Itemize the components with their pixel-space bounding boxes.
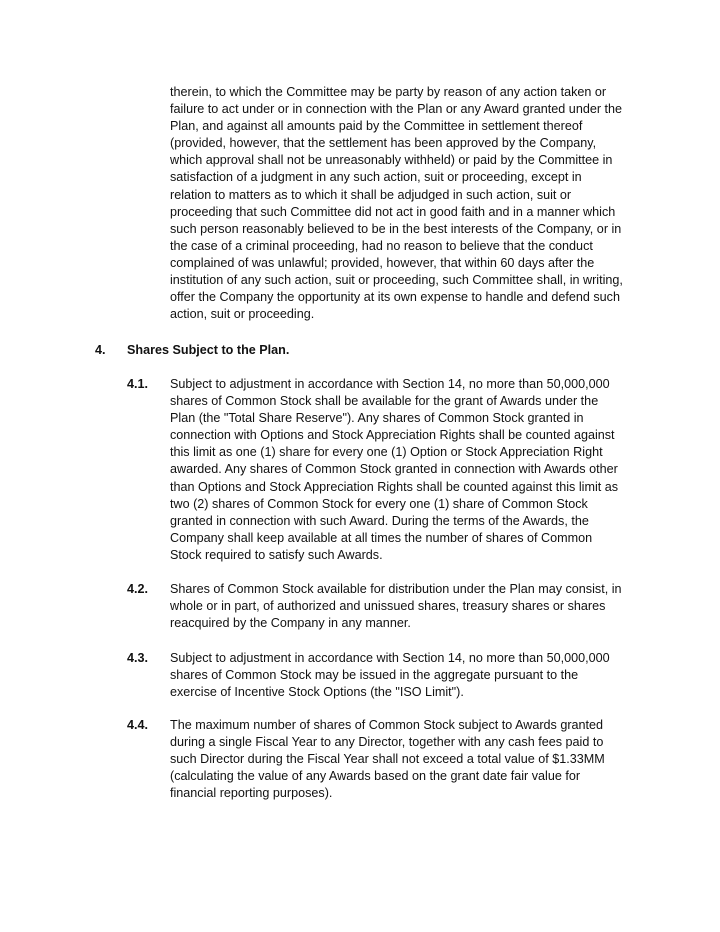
text-line: financial reporting purposes).: [170, 786, 333, 801]
text-line: which approval shall not be unreasonably withheld) or paid by the Committee in: [170, 153, 613, 168]
text-line: Subject to adjustment in accordance with Section 14, no more than 50,000,000: [170, 377, 610, 391]
text-line: such Director during the Fiscal Year shall not exceed a total value of $1.33MM: [170, 752, 605, 767]
text-line: connection with Options and Stock Appreciation Rights shall be counted against: [170, 428, 615, 443]
text-line: Subject to adjustment in accordance with Section 14, no more than 50,000,000: [170, 651, 610, 665]
intro-paragraph: [170, 84, 640, 323]
text-line: granted in connection with such Award. During the terms of the Awards, the: [170, 513, 589, 528]
text-line: Stock required to satisfy such Awards.: [170, 547, 383, 562]
text-line: Plan (the "Total Share Reserve"). Any shares of Common Stock granted in: [170, 411, 584, 426]
subsection-number: 4.1.: [127, 377, 149, 391]
text-line: exercise of Incentive Stock Options (the "ISO Limit").: [170, 685, 464, 700]
text-line: complained of was unlawful; provided, however, that within 60 days after the: [170, 255, 595, 270]
text-line: Company shall keep available at all times the number of shares of Common: [170, 530, 593, 545]
subsection-4-4: [127, 717, 640, 802]
section-title: Shares Subject to the Plan.: [127, 343, 290, 357]
text-line: the case of a criminal proceeding, had no reason to believe that the conduct: [170, 238, 593, 253]
subsection-text: [170, 650, 640, 701]
text-line: Shares of Common Stock available for distribution under the Plan may consist, in: [170, 582, 622, 596]
subsection-text: [170, 376, 640, 564]
text-line: institution of any such action, suit or proceeding, such Committee shall, in writing,: [170, 273, 623, 288]
text-line: therein, to which the Committee may be party by reason of any action taken or: [170, 85, 607, 99]
text-line: two (2) shares of Common Stock for every one (1) share of Common Stock: [170, 496, 588, 511]
subsection-text: [170, 717, 640, 802]
subsection-number: 4.4.: [127, 718, 149, 732]
text-line: this limit as one (1) share for every one (1) Option or Stock Appreciation Right: [170, 445, 603, 460]
text-line: failure to act under or in connection with the Plan or any Award granted under the: [170, 102, 623, 117]
text-line: awarded. Any shares of Common Stock granted in connection with Awards other: [170, 462, 618, 477]
text-line: whole or in part, of authorized and unissued shares, treasury shares or shares: [170, 599, 606, 614]
text-line: proceeding that such Committee did not act in good faith and in a manner which: [170, 204, 616, 219]
text-line: such person reasonably believed to be in the best interests of the Company, or in: [170, 221, 622, 236]
text-line: Plan, and against all amounts paid by the Committee in settlement thereof: [170, 119, 583, 134]
text-line: shares of Common Stock shall be available for the grant of Awards under the: [170, 394, 599, 409]
text-line: than Options and Stock Appreciation Rights shall be counted against this limit as: [170, 479, 619, 494]
text-line: satisfaction of a judgment in any such action, suit or proceeding, except in: [170, 170, 582, 185]
subsection-4-2: [127, 581, 640, 632]
section-number: 4.: [95, 343, 106, 357]
text-line: shares of Common Stock may be issued in the aggregate pursuant to the: [170, 668, 579, 683]
text-line: The maximum number of shares of Common Stock subject to Awards granted: [170, 718, 604, 732]
subsection-4-3: [127, 650, 640, 701]
text-line: relation to matters as to which it shall be adjudged in such action, suit or: [170, 187, 572, 202]
section-heading: [95, 342, 289, 359]
text-line: (provided, however, that the settlement has been approved by the Company,: [170, 136, 597, 151]
subsection-4-1: [127, 376, 640, 564]
text-line: offer the Company the opportunity at its own expense to handle and defend such: [170, 290, 620, 305]
subsection-text: [170, 581, 640, 632]
text-line: (calculating the value of any Awards based on the grant date fair value for: [170, 769, 581, 784]
subsection-number: 4.2.: [127, 582, 149, 596]
subsection-number: 4.3.: [127, 651, 149, 665]
text-line: during a single Fiscal Year to any Director, together with any cash fees paid to: [170, 735, 604, 750]
text-line: reacquired by the Company in any manner.: [170, 616, 411, 631]
text-line: action, suit or proceeding.: [170, 307, 315, 322]
